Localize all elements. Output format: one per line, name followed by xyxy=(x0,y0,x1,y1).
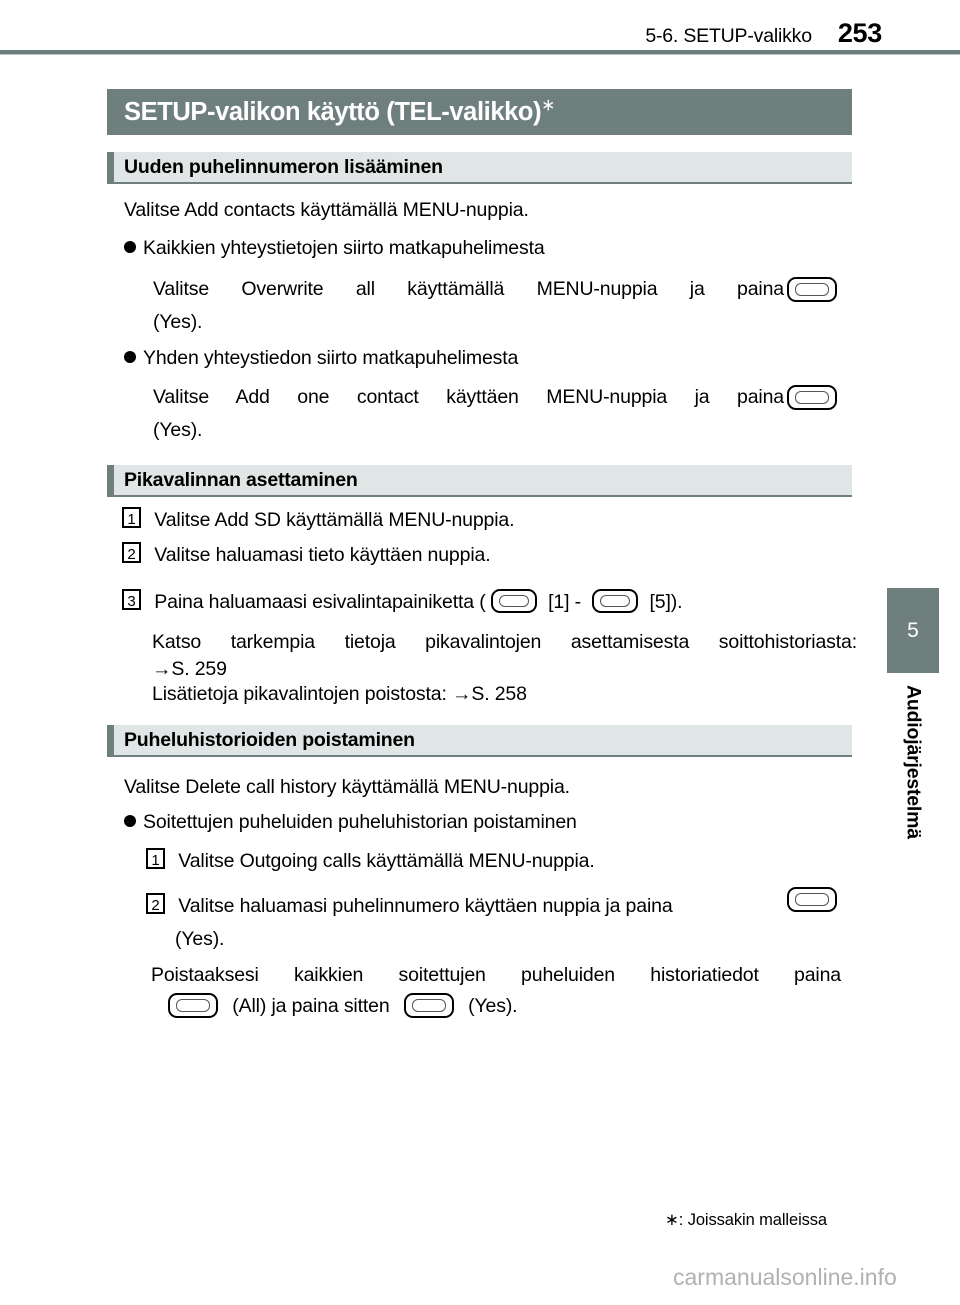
section1-bullet-2-body xyxy=(153,382,784,412)
section1-intro: Valitse Add contacts käyttämällä MENU-nuppia. xyxy=(124,199,529,221)
chapter-tab xyxy=(887,588,939,673)
bullet-icon xyxy=(124,815,136,827)
section2-step-1 xyxy=(122,507,514,532)
page-title-band xyxy=(107,89,852,135)
chapter-label-vertical xyxy=(887,685,939,945)
header-inner xyxy=(645,18,882,49)
section1-bullet-1-line1: Valitse Overwrite all käyttämällä MENU-nuppia ja paina xyxy=(153,278,784,300)
section2-range-label-1: [1] - xyxy=(548,591,581,613)
chapter-label: Audiojärjestelmä xyxy=(902,685,925,839)
section1-bullet-1-line2: (Yes). xyxy=(153,311,203,333)
chapter-number: 5 xyxy=(907,618,919,642)
section3-yes-label: (Yes). xyxy=(468,995,518,1017)
section-header-uuden-puhelinnumeron xyxy=(107,152,852,184)
section-title: Uuden puhelinnumeron lisääminen xyxy=(124,156,443,178)
section3-step-1-text: Valitse Outgoing calls käyttämällä MENU-nuppia. xyxy=(178,850,595,872)
section2-note-1 xyxy=(152,629,857,683)
bullet-icon xyxy=(124,351,136,363)
section3-all-label: (All) ja paina sitten xyxy=(232,995,390,1017)
step-number-box: 2 xyxy=(122,542,141,563)
page-title-text: SETUP-valikon käyttö (TEL-valikko) xyxy=(124,97,542,126)
title-asterisk: ∗ xyxy=(541,95,556,114)
section2-range-label-2: [5]). xyxy=(649,591,683,613)
page-header xyxy=(0,0,960,52)
section3-bullet-label: Soitettujen puheluiden puheluhistorian poistaminen xyxy=(143,811,577,833)
section3-closing-line1 xyxy=(151,960,841,990)
step-number-box: 1 xyxy=(146,848,165,869)
section1-bullet-1-label: Kaikkien yhteystietojen siirto matkapuhelimesta xyxy=(143,237,545,259)
section3-step-2-next: (Yes). xyxy=(175,928,225,950)
section3-closing-text: Poistaaksesi kaikkien soitettujen puheluiden historiatiedot paina xyxy=(151,964,841,986)
section1-bullet-1-body xyxy=(153,274,784,304)
knob-button-icon xyxy=(787,385,837,410)
all-knob-icon xyxy=(168,993,218,1018)
knob-button-icon xyxy=(787,887,837,912)
section-accent-bar xyxy=(107,725,114,755)
section2-step-2-text: Valitse haluamasi tieto käyttäen nuppia. xyxy=(154,544,491,566)
watermark: carmanualsonline.info xyxy=(673,1264,897,1290)
section3-closing-line2 xyxy=(168,993,517,1018)
section3-step-1 xyxy=(146,848,595,873)
section-header-puheluhistorioiden xyxy=(107,725,852,757)
section3-step-2 xyxy=(146,893,673,918)
section2-note-2: Lisätietoja pikavalintojen poistosta: →S. 258 xyxy=(152,683,527,705)
footnote: ∗: Joissakin malleissa xyxy=(665,1211,828,1229)
section2-step-3-text: Paina haluamaasi esivalintapainiketta ( xyxy=(154,591,486,613)
preset-knob-1-icon xyxy=(491,589,537,613)
section2-step-2 xyxy=(122,542,490,567)
section-title: Puheluhistorioiden poistaminen xyxy=(124,729,415,751)
section2-step-3 xyxy=(122,589,682,614)
section-accent-bar xyxy=(107,465,114,495)
section1-bullet-2-line2: (Yes). xyxy=(153,419,203,441)
section-title: Pikavalinnan asettaminen xyxy=(124,469,358,491)
section2-note-1-line1: Katso tarkempia tietoja pikavalintojen asettamisesta soittohistoriasta: xyxy=(152,631,857,653)
preset-knob-5-icon xyxy=(592,589,638,613)
yes-knob-icon xyxy=(404,993,454,1018)
step-number-box: 1 xyxy=(122,507,141,528)
section1-bullet-1 xyxy=(124,237,545,260)
section2-step-1-text: Valitse Add SD käyttämällä MENU-nuppia. xyxy=(154,509,515,531)
header-rule-thin xyxy=(0,54,960,55)
page-title xyxy=(107,95,556,127)
section3-intro: Valitse Delete call history käyttämällä MENU-nuppia. xyxy=(124,776,570,798)
bullet-icon xyxy=(124,241,136,253)
section3-step-2-text: Valitse haluamasi puhelinnumero käyttäen nuppia ja paina xyxy=(178,895,673,917)
step-number-box: 3 xyxy=(122,589,141,610)
section-header-pikavalinnan xyxy=(107,465,852,497)
section1-bullet-2-label: Yhden yhteystiedon siirto matkapuhelimesta xyxy=(143,347,519,369)
knob-button-icon xyxy=(787,277,837,302)
step-number-box: 2 xyxy=(146,893,165,914)
section3-bullet xyxy=(124,811,577,834)
section-accent-bar xyxy=(107,152,114,182)
page-number: 253 xyxy=(837,18,882,48)
section2-note-1-line2: →S. 259 xyxy=(152,658,227,680)
section1-bullet-2 xyxy=(124,347,518,370)
section1-bullet-2-line1: Valitse Add one contact käyttäen MENU-nuppia ja paina xyxy=(153,386,784,408)
header-section-ref: 5-6. SETUP-valikko xyxy=(645,25,812,47)
